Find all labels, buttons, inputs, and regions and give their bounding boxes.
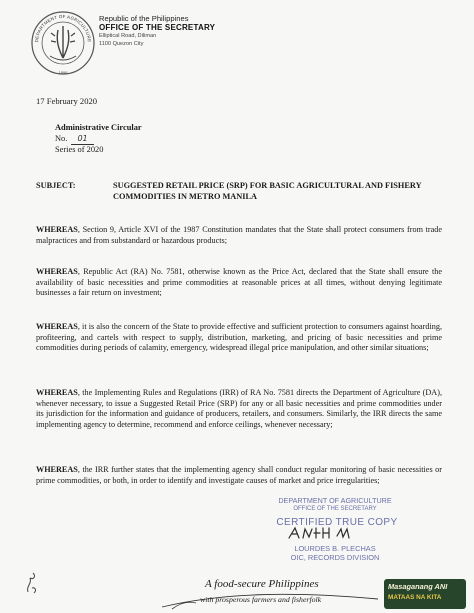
address-line-2: 1100 Quezon City — [99, 40, 144, 47]
svg-text:1898: 1898 — [58, 70, 68, 75]
subject-label: SUBJECT: — [36, 181, 76, 190]
stamp-office: OFFICE OF THE SECRETARY — [293, 506, 377, 512]
whereas-lead: WHEREAS — [36, 388, 78, 397]
badge-line-2: MATAAS NA KITA — [388, 594, 442, 601]
department-of-agriculture-seal-icon — [28, 8, 98, 78]
whereas-text: , the Implementing Rules and Regulations (IRR) of RA No. 7581 directs the Department of Agriculture (DA), whenever necessary, to issue a Suggested Retail Price (SRP) for any or all basic necessities and prime commodities under its jurisdiction for the information and guidance of producers, retailers, and consumers. Similarly, the IRR directs the same implementing agency to determine, recommend and enforce ceilings, whenever necessary; — [36, 388, 442, 429]
footer-tagline-2: with prosperous farmers and fisherfolk — [200, 595, 322, 604]
address-line-1: Elliptical Road, Diliman — [99, 33, 157, 39]
whereas-text: , the IRR further states that the implementing agency shall conduct regular monitoring of basic necessities or prime commodities, or both, in order to identify and investigate causes of market and price irregularities; — [36, 465, 442, 485]
badge-line-1: Masaganang ANI — [388, 582, 448, 591]
stamp-header — [250, 497, 420, 513]
letterhead — [99, 14, 215, 48]
circular-title: Administrative Circular — [55, 123, 142, 132]
seal-text: DEPARTMENT OF AGRICULTURE — [33, 13, 93, 43]
circular-number-value: 01 — [71, 134, 93, 146]
whereas-lead: WHEREAS — [36, 225, 78, 234]
republic-line: Republic of the Philippines — [99, 14, 189, 23]
stamp-certified: CERTIFIED TRUE COPY — [276, 517, 398, 528]
stamp-department: DEPARTMENT OF AGRICULTURE — [278, 496, 392, 505]
whereas-paragraph-5 — [36, 465, 442, 486]
margin-pen-mark-icon — [22, 570, 42, 596]
stamp-signatory-name: LOURDES B. PLECHAS — [294, 544, 376, 553]
circular-info — [55, 123, 142, 156]
circular-number-line — [55, 134, 142, 146]
whereas-lead: WHEREAS — [36, 322, 78, 331]
whereas-text: , Republic Act (RA) No. 7581, otherwise known as the Price Act, declared that the State shall ensure the availability of basic necessities and prime commodities at reasonable prices at all times, without denying legitimate businesses a fair return on investment; — [36, 267, 442, 298]
masaganang-ani-badge — [384, 579, 466, 609]
office-line: OFFICE OF THE SECRETARY — [99, 23, 216, 32]
whereas-paragraph-3 — [36, 322, 442, 354]
document-date: 17 February 2020 — [36, 96, 98, 106]
whereas-lead: WHEREAS — [36, 267, 78, 276]
whereas-paragraph-4 — [36, 388, 442, 430]
circular-number-label: No. — [55, 133, 68, 143]
whereas-lead: WHEREAS — [36, 465, 78, 474]
whereas-text: , it is also the concern of the State to provide effective and sufficient protection to consumers against hoarding, profiteering, and cartels with respect to supply, distribution, marketing, and pricing of basic necessities and prime commodities during periods of calamity, emergency, widespread illegal price manipulation, and other similar situations; — [36, 322, 442, 353]
handwritten-signature-icon — [285, 524, 355, 544]
stamp-signatory — [255, 545, 415, 562]
stamp-signatory-title: OIC, RECORDS DIVISION — [290, 552, 380, 562]
whereas-paragraph-2 — [36, 267, 442, 299]
whereas-text: , Section 9, Article XVI of the 1987 Constitution mandates that the State shall protect consumers from trade malpractices and from substandard or hazardous products; — [36, 225, 442, 245]
circular-series: Series of 2020 — [55, 145, 104, 154]
footer-tagline-1: A food-secure Philippines — [205, 578, 319, 590]
subject-text: SUGGESTED RETAIL PRICE (SRP) FOR BASIC AGRICULTURAL AND FISHERY COMMODITIES IN METRO MANILA — [113, 181, 422, 201]
whereas-paragraph-1 — [36, 225, 442, 246]
